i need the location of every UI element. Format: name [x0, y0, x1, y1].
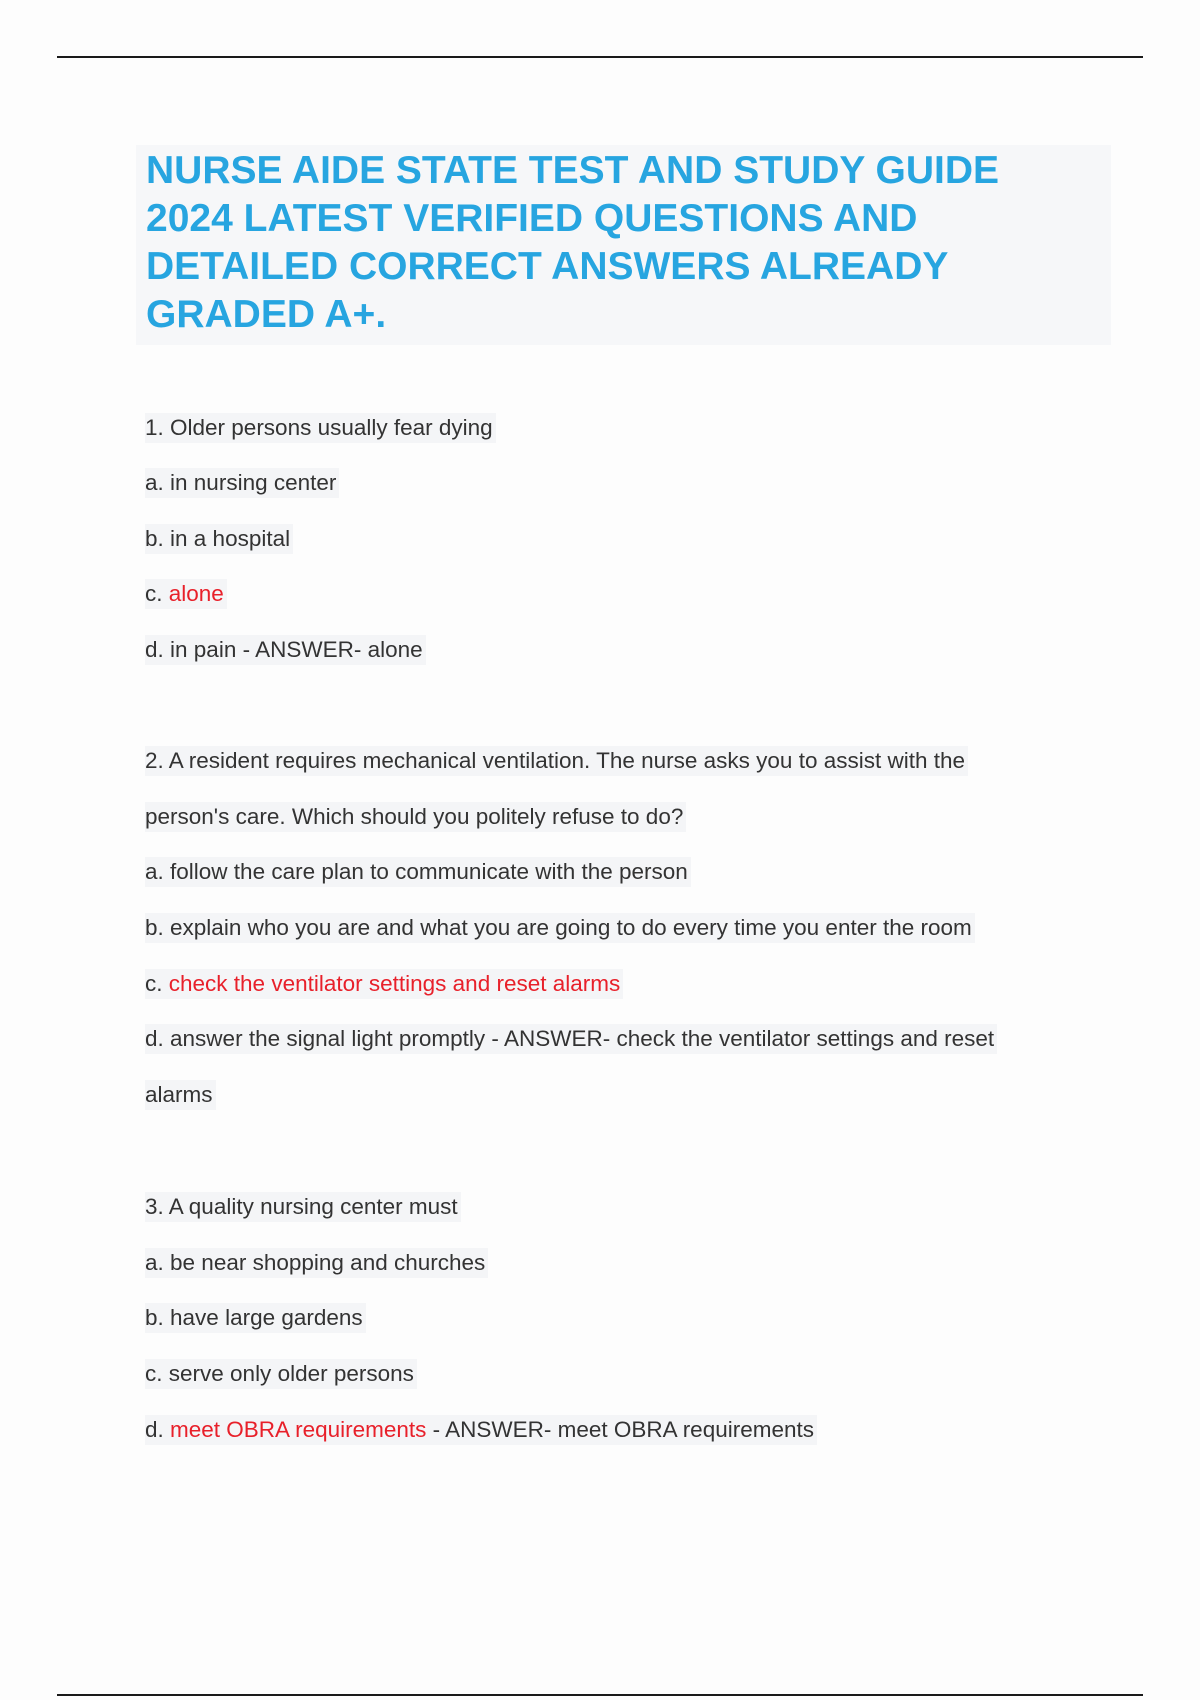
question-3-option-a [145, 1248, 488, 1278]
option-text: follow the care plan to communicate with the person [170, 859, 688, 884]
correct-answer-highlight: check the ventilator settings and reset alarms [168, 971, 621, 996]
option-prefix: d. [145, 1417, 171, 1442]
answer-key: - ANSWER- alone [236, 637, 423, 662]
option-prefix: b. [145, 915, 171, 940]
question-2-option-d [145, 1024, 997, 1054]
correct-answer-highlight: meet OBRA requirements [170, 1417, 427, 1442]
question-1-option-a [145, 468, 339, 498]
title-line-2: 2024 LATEST VERIFIED QUESTIONS AND [146, 197, 918, 240]
title-block [136, 145, 1111, 345]
option-prefix: b. [145, 1305, 171, 1330]
option-prefix: a. [145, 859, 171, 884]
option-text: explain who you are and what you are going to do every time you enter the room [170, 915, 972, 940]
question-2-option-c [145, 969, 623, 999]
option-text: in pain [170, 637, 237, 662]
option-prefix: a. [145, 470, 171, 495]
top-rule [57, 56, 1143, 58]
question-1-option-d [145, 635, 426, 665]
option-prefix: c. [145, 971, 169, 996]
option-prefix: b. [145, 526, 171, 551]
question-3-option-c [145, 1359, 417, 1389]
question-1-stem: 1. Older persons usually fear dying [145, 413, 496, 443]
option-text: in a hospital [170, 526, 291, 551]
option-prefix: c. [145, 581, 169, 606]
question-2-stem-line-2: person's care. Which should you politely refuse to do? [145, 802, 686, 832]
title-line-3: DETAILED CORRECT ANSWERS ALREADY [146, 245, 949, 288]
option-text: serve only older persons [168, 1361, 414, 1386]
option-prefix: a. [145, 1250, 171, 1275]
question-2-option-a [145, 857, 691, 887]
title-line-4: GRADED A+. [146, 293, 387, 336]
question-3-option-d [145, 1415, 817, 1445]
question-3-option-b [145, 1303, 366, 1333]
option-text: be near shopping and churches [170, 1250, 486, 1275]
option-text: have large gardens [170, 1305, 363, 1330]
option-text: in nursing center [170, 470, 337, 495]
answer-key: - ANSWER- meet OBRA requirements [426, 1417, 814, 1442]
question-2-option-b [145, 913, 975, 943]
correct-answer-highlight: alone [168, 581, 224, 606]
option-prefix: c. [145, 1361, 169, 1386]
option-prefix: d. [145, 637, 171, 662]
question-1-option-c [145, 579, 227, 609]
option-text: answer the signal light promptly - ANSWER- check the ventilator settings and reset [170, 1026, 995, 1051]
title-line-1: NURSE AIDE STATE TEST AND STUDY GUIDE [146, 149, 1000, 192]
page-title [146, 147, 1101, 339]
question-1-option-b [145, 524, 293, 554]
question-2-stem-line-1: 2. A resident requires mechanical ventilation. The nurse asks you to assist with the [145, 746, 968, 776]
question-3-stem: 3. A quality nursing center must [145, 1192, 461, 1222]
option-prefix: d. [145, 1026, 171, 1051]
bottom-rule [57, 1694, 1143, 1696]
question-2-option-d-continuation: alarms [145, 1080, 216, 1110]
